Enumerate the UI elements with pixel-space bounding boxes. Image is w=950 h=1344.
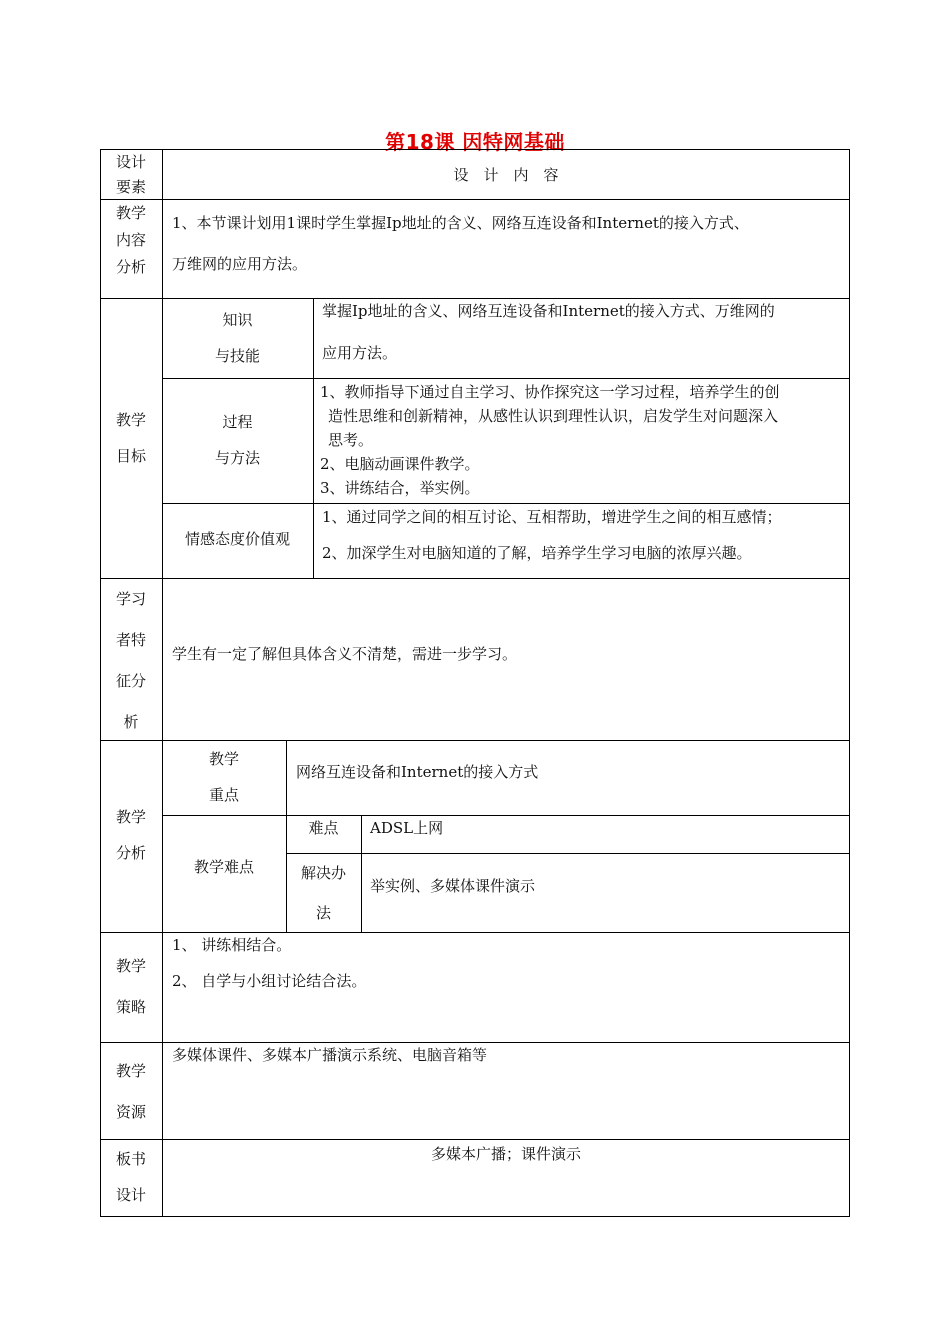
strategy-item-1: 1、 讲练相结合。 bbox=[172, 936, 292, 954]
resources-label: 教学 资源 bbox=[115, 1062, 146, 1121]
process-item: 思考。 bbox=[328, 431, 374, 449]
strategy-label: 教学 策略 bbox=[115, 957, 146, 1016]
header-content: 设 计 内 容 bbox=[453, 166, 559, 184]
objectives-label: 教学 目标 bbox=[115, 411, 146, 465]
content-analysis-label: 教学 内容 分析 bbox=[115, 204, 146, 276]
knowledge-line1: 掌握Ip地址的含义、网络互连设备和Internet的接入方式、万维网的 bbox=[322, 302, 775, 320]
learner-label: 学习 者特 征分 析 bbox=[115, 590, 146, 731]
hard-text: ADSL上网 bbox=[370, 819, 444, 837]
knowledge-label: 知识 与技能 bbox=[214, 311, 260, 365]
key-point-label: 教学 重点 bbox=[208, 750, 239, 804]
key-point-text: 网络互连设备和Internet的接入方式 bbox=[296, 763, 539, 781]
process-list bbox=[320, 380, 849, 500]
process-item: 3、讲练结合，举实例。 bbox=[320, 479, 480, 497]
strategy-item-2: 2、 自学与小组讨论结合法。 bbox=[172, 972, 367, 990]
learner-text: 学生有一定了解但具体含义不清楚，需进一步学习。 bbox=[172, 645, 518, 663]
analysis-label: 教学 分析 bbox=[115, 808, 146, 862]
emotion-item-2: 2、加深学生对电脑知道的了解，培养学生学习电脑的浓厚兴趣。 bbox=[322, 544, 752, 562]
process-item: 1、教师指导下通过自主学习、协作探究这一学习过程，培养学生的创 bbox=[320, 383, 780, 401]
process-item: 2、电脑动画课件教学。 bbox=[320, 455, 480, 473]
emotion-item-1: 1、通过同学之间的相互讨论、互相帮助，增进学生之间的相互感情； bbox=[322, 508, 782, 526]
resources-text: 多媒体课件、多媒本广播演示系统、电脑音箱等 bbox=[172, 1046, 488, 1064]
solution-text: 举实例、多媒体课件演示 bbox=[370, 877, 536, 895]
board-label: 板书 设计 bbox=[115, 1150, 146, 1204]
knowledge-line2: 应用方法。 bbox=[322, 344, 398, 362]
content-analysis-line1: 1、本节课计划用1课时学生掌握Ip地址的含义、网络互连设备和Internet的接入方式、 bbox=[172, 214, 749, 232]
process-item: 造性思维和创新精神，从感性认识到理性认识，启发学生对问题深入 bbox=[328, 407, 779, 425]
process-label: 过程 与方法 bbox=[214, 413, 260, 467]
difficulty-label: 教学难点 bbox=[193, 858, 254, 876]
page-title: 第18课 因特网基础 bbox=[385, 130, 565, 154]
header-label: 设计 要素 bbox=[115, 153, 146, 196]
emotion-label: 情感态度价值观 bbox=[184, 530, 290, 548]
content-analysis-line2: 万维网的应用方法。 bbox=[172, 255, 308, 273]
solution-label: 解决办 法 bbox=[300, 864, 346, 922]
hard-label: 难点 bbox=[308, 819, 339, 837]
board-text: 多媒本广播；课件演示 bbox=[430, 1145, 581, 1163]
